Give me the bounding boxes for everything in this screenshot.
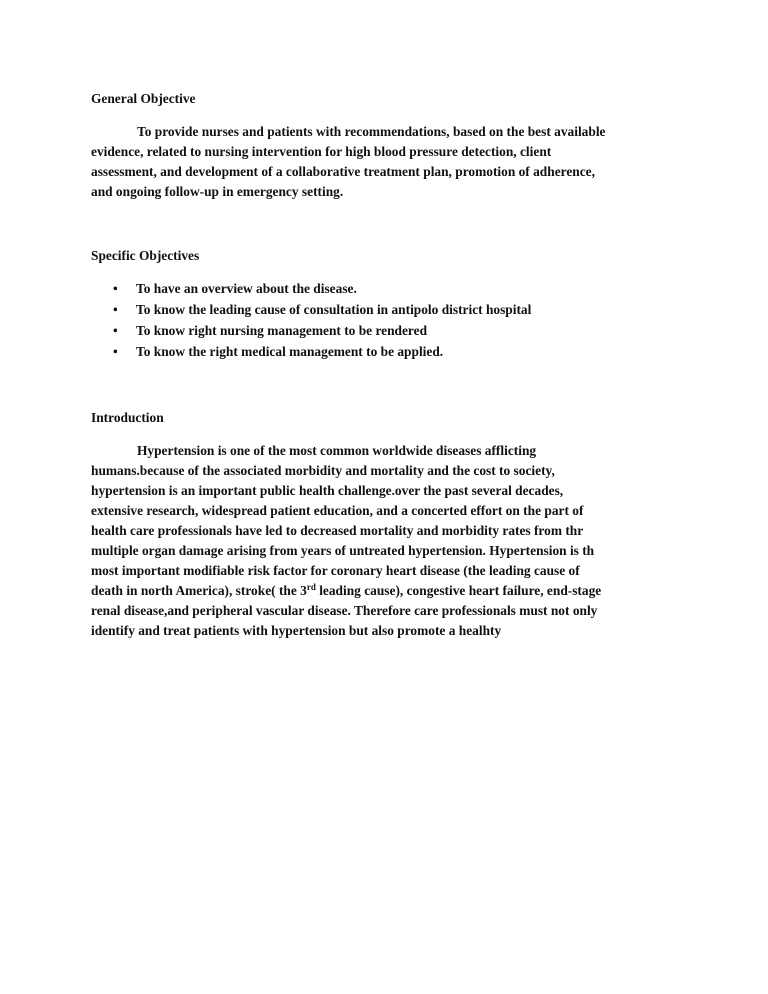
paragraph-line: Hypertension is one of the most common worldwide diseases afflicting bbox=[137, 443, 537, 458]
bullet-icon: • bbox=[113, 302, 118, 317]
list-item-text: To know the leading cause of consultation in antipolo district hospital bbox=[136, 302, 532, 317]
paragraph-line: extensive research, widespread patient education, and a concerted effort on the part of bbox=[91, 503, 584, 518]
introduction-paragraph bbox=[91, 441, 693, 641]
line-text-after: leading cause), congestive heart failure, end-stage bbox=[315, 583, 602, 598]
paragraph-line-with-superscript bbox=[91, 581, 693, 601]
list-item-text: To know the right medical management to be applied. bbox=[136, 344, 444, 359]
paragraph-line: identify and treat patients with hypertension but also promote a healhty bbox=[91, 623, 502, 638]
specific-objectives-list bbox=[91, 278, 531, 362]
introduction-heading: Introduction bbox=[91, 410, 164, 425]
line-text-before: death in north America), stroke( the 3 bbox=[91, 583, 307, 598]
specific-objectives-heading: Specific Objectives bbox=[91, 248, 200, 263]
list-item bbox=[91, 278, 531, 299]
paragraph-line: To provide nurses and patients with recommendations, based on the best available bbox=[137, 124, 606, 139]
list-item bbox=[91, 299, 531, 320]
paragraph-line: most important modifiable risk factor for coronary heart disease (the leading cause of bbox=[91, 563, 580, 578]
bullet-icon: • bbox=[113, 344, 118, 359]
bullet-icon: • bbox=[113, 281, 118, 296]
list-item bbox=[91, 320, 531, 341]
general-objective-heading: General Objective bbox=[91, 91, 196, 106]
ordinal-superscript: rd bbox=[306, 582, 316, 592]
paragraph-line: hypertension is an important public health challenge.over the past several decades, bbox=[91, 483, 564, 498]
general-objective-paragraph bbox=[91, 122, 693, 202]
bullet-icon: • bbox=[113, 323, 118, 338]
paragraph-line: health care professionals have led to decreased mortality and morbidity rates from thr bbox=[91, 523, 584, 538]
paragraph-line: evidence, related to nursing intervention for high blood pressure detection, client bbox=[91, 144, 552, 159]
list-item bbox=[91, 341, 531, 362]
paragraph-line: multiple organ damage arising from years of untreated hypertension. Hypertension is th bbox=[91, 543, 595, 558]
paragraph-line: and ongoing follow-up in emergency setting. bbox=[91, 184, 344, 199]
list-item-text: To know right nursing management to be rendered bbox=[136, 323, 428, 338]
list-item-text: To have an overview about the disease. bbox=[136, 281, 357, 296]
paragraph-line: renal disease,and peripheral vascular disease. Therefore care professionals must not only bbox=[91, 603, 598, 618]
paragraph-line: assessment, and development of a collaborative treatment plan, promotion of adherence, bbox=[91, 164, 595, 179]
paragraph-line: humans.because of the associated morbidity and mortality and the cost to society, bbox=[91, 463, 555, 478]
